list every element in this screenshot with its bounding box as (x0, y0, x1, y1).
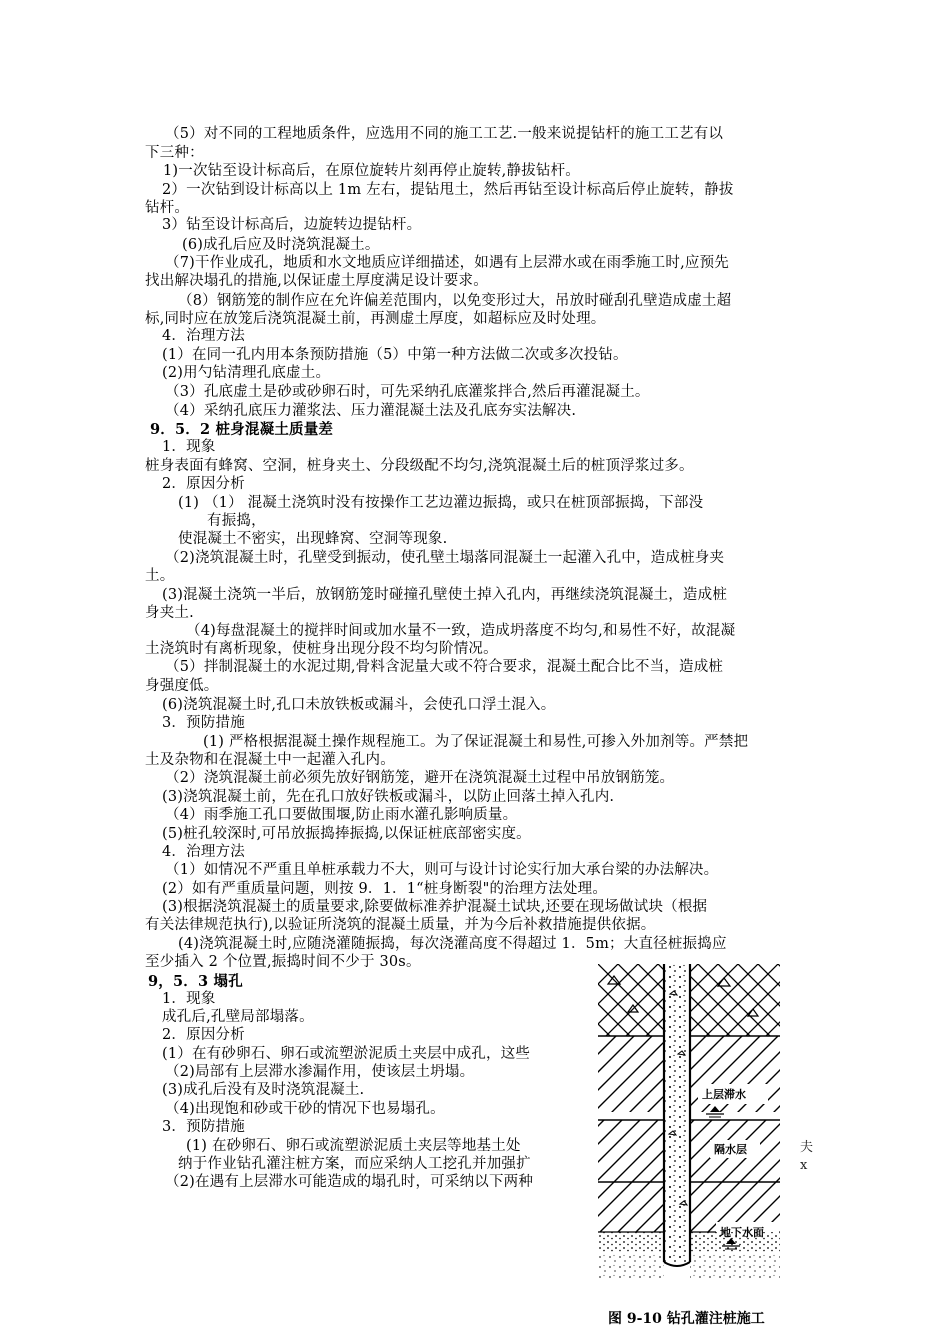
aquitard-left (598, 1120, 664, 1182)
text-line: (2）如有严重质量问题，则按 9．1．1“桩身断裂"的治理方法处理。 (162, 881, 608, 897)
text-line: 土浇筑时有离析现象，使桩身出现分段不均匀阶情况。 (145, 641, 498, 657)
text-line: 有振捣， (207, 513, 266, 529)
text-line: （4)每盘混凝土的搅拌时间或加水量不一致，造成坍落度不均匀,和易性不好，故混凝 (186, 623, 736, 639)
text-line: 4．治理方法 (162, 328, 245, 344)
text-line: (1) 在砂卵石、卵石或流塑淤泥质土夹层等地基土处 (186, 1138, 521, 1154)
text-line: 1．现象 (162, 439, 216, 455)
label-aquitard: 隔水层 (714, 1144, 747, 1156)
section-heading: 9．5．2 桩身混凝土质量差 (150, 421, 334, 438)
text-line: （2）浇筑混凝土前必须先放好钢筋笼，避开在浇筑混凝土过程中吊放钢筋笼。 (165, 770, 675, 786)
text-line: 2．原因分析 (162, 476, 245, 492)
label-upper-water: 上层滞水 (702, 1089, 746, 1101)
text-line: (3)成孔后没有及时浇筑混凝土. (162, 1082, 365, 1098)
text-line: 找出解决塌孔的措施,以保证虚土厚度满足设计要求。 (145, 273, 488, 289)
soil-layer-left (598, 1036, 664, 1112)
text-line: (5)桩孔较深时,可吊放振捣捧振捣,以保证桩底部密实度。 (162, 826, 531, 842)
text-line: （2)在遇有上层滞水可能造成的塌孔时，可采纳以下两种 (165, 1174, 534, 1190)
text-line: 下三种： (145, 145, 204, 161)
lower-soil-left (598, 1182, 664, 1232)
text-line: （7)干作业成孔，地质和水文地质应详细描述，如遇有上层滞水或在雨季施工时,应预先 (165, 255, 729, 271)
text-line: (3)混凝土浇筑一半后，放钢筋笼时碰撞孔壁使土掉入孔内，再继续浇筑混凝土，造成桩 (162, 587, 728, 603)
text-line: （4）采纳孔底压力灌浆法、压力灌混凝土法及孔底夯实法解决. (165, 403, 577, 419)
text-line: 身强度低。 (145, 678, 219, 694)
text-line: （5）拌制混凝土的水泥过期,骨料含泥量大或不符合要求，混凝土配合比不当，造成桩 (165, 659, 724, 675)
text-line: （4)出现饱和砂或干砂的情况下也易塌孔。 (165, 1101, 445, 1117)
text-line: 2）一次钻到设计标高以上 1m 左右，提钻甩土，然后再钻至设计标高后停止旋转，静拔 (162, 182, 734, 198)
text-line: 成孔后,孔壁局部塌落。 (162, 1009, 314, 1025)
text-line: 3．预防措施 (162, 715, 245, 731)
text-line: （8）钢筋笼的制作应在允许偏差范围内，以免变形过大，吊放时碰刮孔壁造成虚土超 (178, 293, 732, 309)
text-line: 至少插入 2 个位置,振捣时间不少于 30s。 (145, 954, 421, 970)
text-line: 有关法律规范执行),以验证所浇筑的混凝土质量，并为今后补救措施提供依据。 (145, 917, 656, 933)
text-line: 土。 (145, 568, 175, 584)
text-line: 1．现象 (162, 991, 216, 1007)
text-line: 身夹土. (145, 605, 194, 621)
text-line: 使混凝土不密实，出现蜂窝、空洞等现象. (178, 531, 448, 547)
text-line: (6)浇筑混凝土时,孔口未放铁板或漏斗，会使孔口浮土混入。 (162, 697, 556, 713)
text-line: 纳于作业钻孔灌注桩方案，而应采纳人工挖孔并加强扩 (178, 1156, 531, 1172)
text-line: （5）对不同的工程地质条件，应选用不同的施工工艺.一般来说提钻杆的施工工艺有以 (165, 126, 724, 142)
text-line: (3)根据浇筑混凝土的质量要求,除要做标准养护混凝土试块,还要在现场做试块（根据 (162, 899, 708, 915)
text-line: 2．原因分析 (162, 1027, 245, 1043)
text-line: (1) 严格根据混凝土操作规程施工。为了保证混凝土和易性,可掺入外加剂等。严禁把 (203, 734, 749, 750)
text-line: （4）雨季施工孔口要做围堰,防止雨水灌孔影响质量。 (165, 807, 518, 823)
text-line: (1）在有砂卵石、卵石或流塑淤泥质土夹层中成孔，这些 (162, 1046, 531, 1062)
text-line: (1) （1） 混凝土浇筑时没有按操作工艺边灌边振捣，或只在桩顶部振捣，下部没 (178, 495, 704, 511)
fill-layer-right (690, 964, 780, 1036)
pile-section-figure (598, 964, 780, 1286)
text-line: （1）如情况不严重且单桩承载力不大，则可与设计讨论实行加大承台梁的办法解决。 (165, 862, 719, 878)
text-line: 土及杂物和在混凝土中一起灌入孔内。 (145, 752, 395, 768)
text-line: （3）孔底虚土是砂或砂卵石时，可先采纳孔底灌浆拌合,然后再灌混凝土。 (165, 384, 650, 400)
text-line: (6)成孔后应及时浇筑混凝土。 (182, 237, 380, 253)
text-line: (2)用勺钻清理孔底虚土。 (162, 365, 331, 381)
text-line: （2)局部有上层滞水渗漏作用，使该层土坍塌。 (165, 1064, 475, 1080)
text-line: （2)浇筑混凝土时，孔壁受到振动，使孔壁土塌落同混凝土一起灌入孔中，造成桩身夹 (165, 550, 725, 566)
text-line: 3．预防措施 (162, 1119, 245, 1135)
fill-layer-left (598, 964, 664, 1036)
section-heading: 9，5．3 塌孔 (148, 973, 243, 990)
text-line: (3)浇筑混凝土前，先在孔口放好铁板或漏斗，以防止回落土掉入孔内. (162, 789, 615, 805)
text-line: 标,同时应在放笼后浇筑混凝土前，再测虚土厚度，如超标应及时处理。 (145, 311, 606, 327)
pile-concrete (664, 964, 690, 1264)
edge-glyph: x (800, 1158, 808, 1173)
edge-glyph: 夫 (800, 1140, 814, 1155)
figure-caption: 图 9-10 钻孔灌注桩施工 (608, 1311, 765, 1327)
text-line: 3）钻至设计标高后，边旋转边提钻杆。 (162, 217, 422, 233)
text-line: 桩身表面有蜂窝、空洞，桩身夹土、分段级配不均匀,浇筑混凝土后的桩顶浮浆过多。 (145, 458, 694, 474)
text-line: 钻杆。 (145, 200, 190, 216)
text-line: 1)一次钻至设计标高后，在原位旋转片刻再停止旋转,静拔钻杆。 (163, 163, 580, 179)
text-line: 4．治理方法 (162, 844, 245, 860)
text-line: (4)浇筑混凝土时,应随浇灌随振捣，每次浇灌高度不得超过 1．5m；大直径桩振捣应 (178, 936, 727, 952)
text-line: (1）在同一孔内用本条预防措施（5）中第一种方法做二次或多次投钻。 (162, 347, 628, 363)
